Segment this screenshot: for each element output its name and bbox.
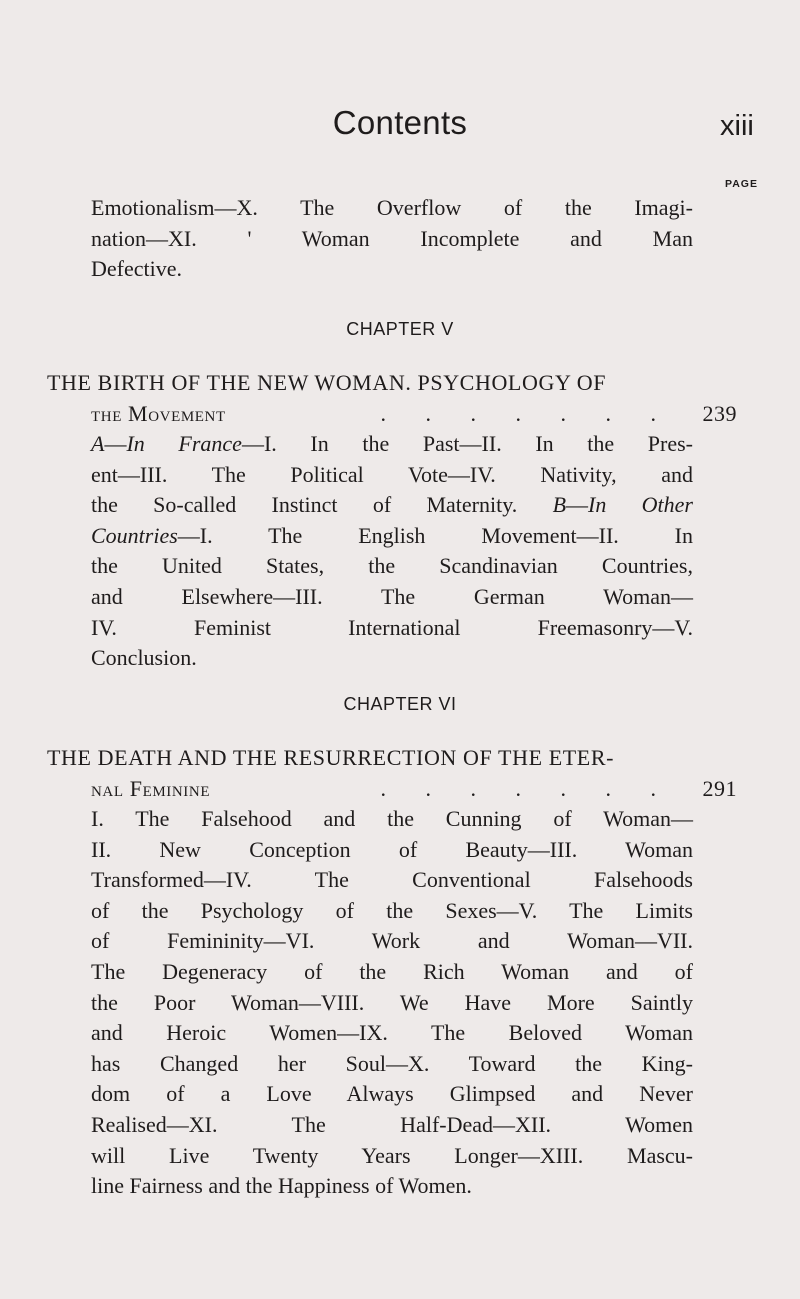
- text-line: Emotionalism—X. The Overflow of the Imagi-: [91, 195, 693, 220]
- dot-leader: . . . . . . .: [380, 400, 673, 426]
- running-head-title: Contents: [332, 104, 468, 141]
- chapter-6-summary: [91, 804, 693, 1202]
- text-line: line Fairness and the Happiness of Women.: [91, 1173, 472, 1199]
- text-line: The Degeneracy of the Rich Woman and of: [91, 958, 693, 984]
- chapter-6-title-line: THE DEATH AND THE RESURRECTION OF THE ETER-: [47, 745, 615, 770]
- text-run: the United States, the Scandinavian Countries,: [91, 553, 693, 579]
- chapter-5-title: [47, 368, 737, 429]
- text-line: of Femininity—VI. Work and Woman—VII.: [91, 928, 693, 954]
- italic-run: Countries: [91, 522, 178, 548]
- text-line: dom of a Love Always Glimpsed and Never: [91, 1081, 693, 1107]
- text-line: Realised—XI. The Half-Dead—XII. Women: [91, 1111, 693, 1137]
- text-run: —: [566, 492, 589, 518]
- italic-run: In France: [126, 431, 242, 456]
- text-line: of the Psychology of the Sexes—V. The Limits: [91, 897, 693, 923]
- chapter-6-title-entry: [91, 774, 737, 805]
- text-run: —I. In the Past—II. In the Pres-: [241, 431, 694, 456]
- text-run: —I. The English Movement—II. In: [177, 522, 693, 548]
- chapter-5-title-line: THE BIRTH OF THE NEW WOMAN. PSYCHOLOGY OF: [47, 370, 607, 395]
- text-line: and Heroic Women—IX. The Beloved Woman: [91, 1020, 693, 1046]
- italic-run: B: [552, 492, 567, 518]
- text-line: [91, 429, 693, 460]
- text-run: IV. Feminist International Freemasonry—V.: [91, 614, 693, 640]
- text-line: Defective.: [91, 256, 182, 282]
- italic-run: In Other: [588, 492, 693, 518]
- chapter-6-heading: CHAPTER VI: [343, 694, 457, 714]
- text-line: [91, 643, 693, 674]
- chapter-6-page-number: 291: [702, 775, 737, 801]
- text-run: the So-called Instinct of Maternity.: [91, 492, 553, 518]
- dot-leader: . . . . . . .: [380, 775, 673, 801]
- text-line: nation—XI. ' Woman Incomplete and Man: [91, 225, 693, 251]
- chapter-5-title-entry: [91, 399, 737, 430]
- text-line: will Live Twenty Years Longer—XIII. Mascu-: [91, 1142, 693, 1168]
- text-line: [91, 460, 693, 491]
- page-number: xiii: [720, 110, 754, 142]
- text-line: [91, 582, 693, 613]
- chapter-6-title: [47, 743, 737, 804]
- text-line: has Changed her Soul—X. Toward the King-: [91, 1050, 693, 1076]
- chapter-4-continuation: [91, 193, 693, 285]
- text-line: I. The Falsehood and the Cunning of Woman—: [91, 806, 693, 831]
- chapter-6-title-line: nal Feminine: [91, 775, 211, 801]
- italic-run: A: [91, 431, 105, 456]
- text-run: ent—III. The Political Vote—IV. Nativity, and: [91, 461, 693, 487]
- text-line: the Poor Woman—VIII. We Have More Saintly: [91, 989, 693, 1015]
- text-line: [91, 521, 693, 552]
- text-run: and Elsewhere—III. The German Woman—: [91, 583, 693, 609]
- text-run: Conclusion.: [91, 645, 197, 671]
- text-line: II. New Conception of Beauty—III. Woman: [91, 836, 693, 862]
- text-line: [91, 613, 693, 644]
- chapter-5-summary: [91, 429, 693, 674]
- text-line: [91, 490, 693, 521]
- page-column-label: PAGE: [725, 178, 758, 190]
- chapter-5-page-number: 239: [702, 400, 737, 426]
- text-line: [91, 551, 693, 582]
- text-line: Transformed—IV. The Conventional Falsehoods: [91, 867, 693, 893]
- chapter-5-heading: CHAPTER V: [346, 319, 454, 339]
- text-run: —: [104, 431, 127, 456]
- chapter-5-title-line: the Movement: [91, 400, 226, 426]
